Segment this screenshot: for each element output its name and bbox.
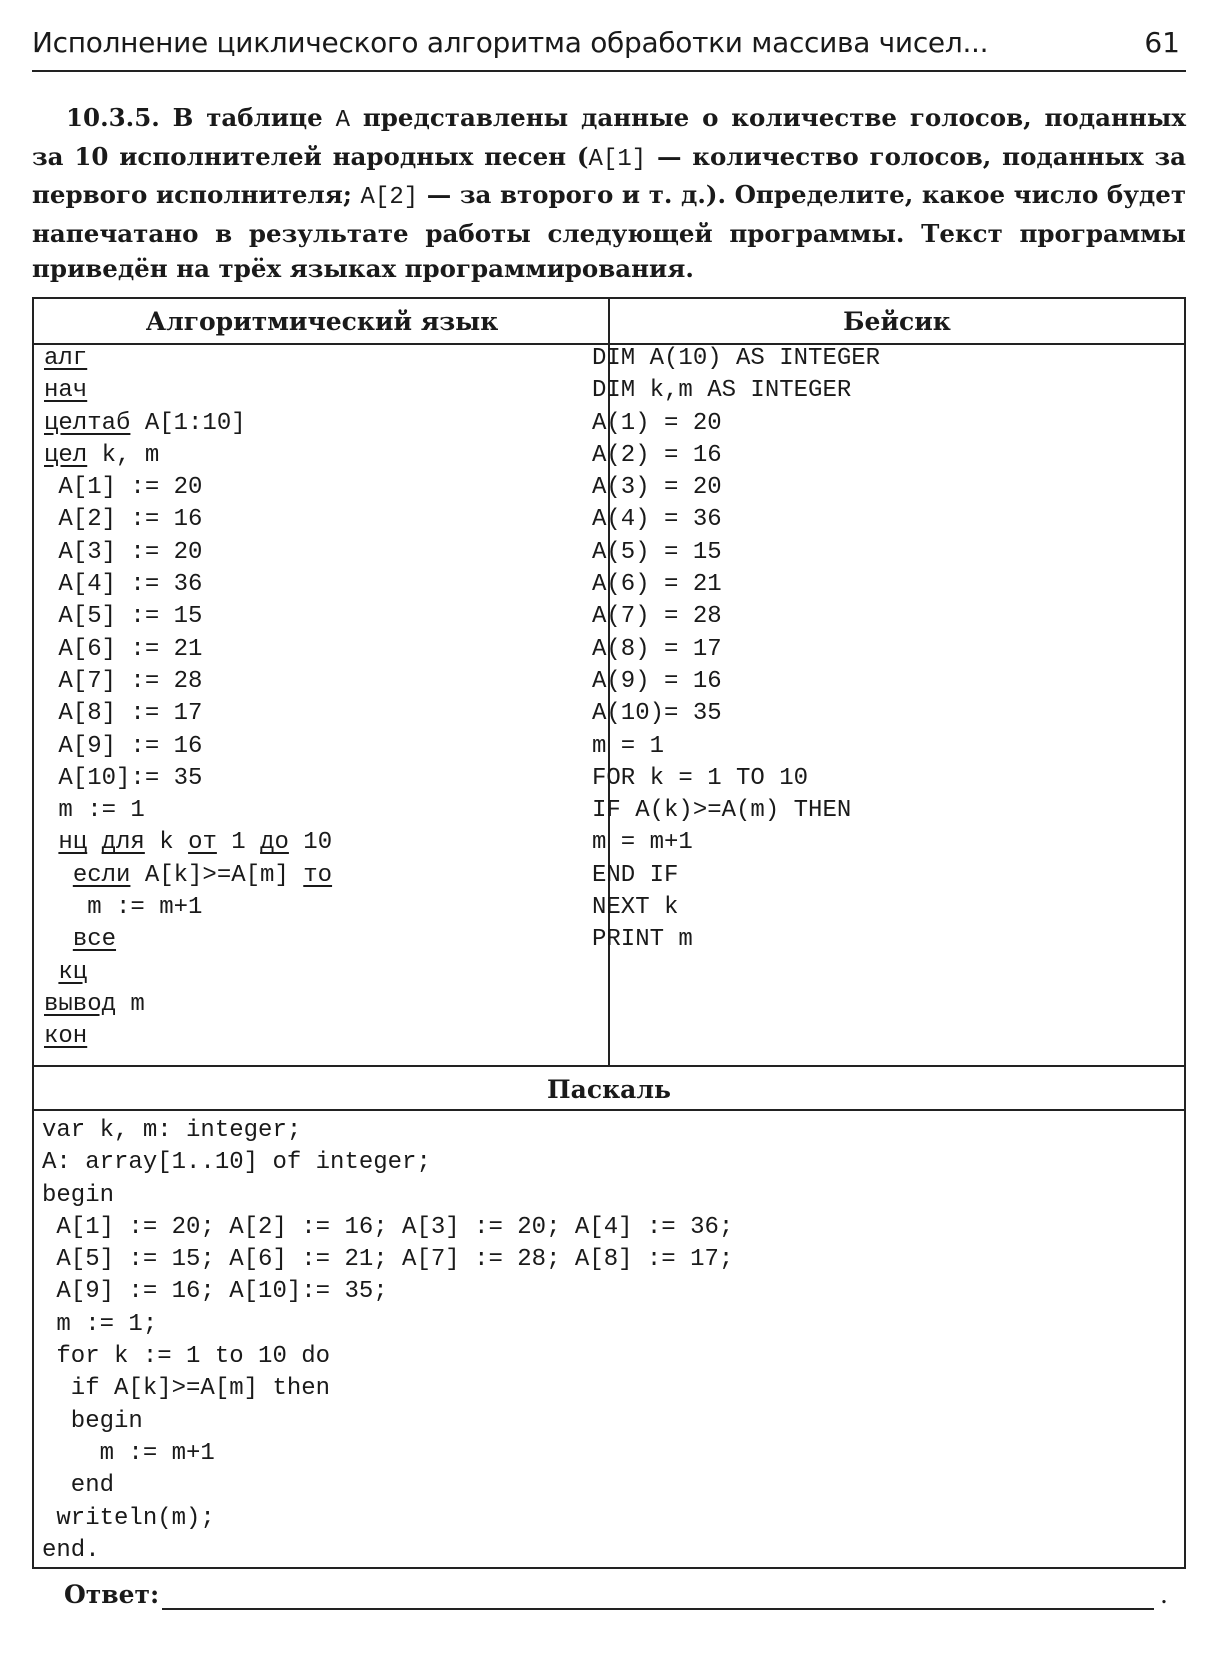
algo-code-text: k (144, 829, 189, 857)
pascal-code-line: if A[k]>=A[m] then (42, 1375, 331, 1403)
pascal-code-line: A[9] := 16; A[10]:= 35; (42, 1278, 388, 1306)
indent (44, 636, 58, 663)
algo-code-line (44, 375, 332, 407)
basic-code-line: IF A(k)>=A(m) THEN (592, 797, 852, 825)
basic-code-line: A(1) = 20 (592, 409, 722, 437)
program-table (32, 297, 1186, 1569)
basic-code-line: FOR k = 1 TO 10 (592, 764, 809, 792)
basic-code-line: A(7) = 28 (592, 603, 722, 631)
algo-code-line (44, 634, 332, 666)
algo-code-block (44, 343, 332, 1054)
algo-code-text: A[3] := 20 (58, 538, 203, 566)
algo-code-line (44, 731, 332, 763)
basic-code-line: DIM A(10) AS INTEGER (592, 345, 881, 372)
indent (44, 474, 58, 501)
algo-keyword: для (101, 829, 145, 857)
pascal-header: Паскаль (34, 1065, 1184, 1111)
algo-code-text: A[10]:= 35 (58, 764, 203, 792)
pascal-code-line: for k := 1 to 10 do (42, 1343, 331, 1371)
indent (44, 603, 58, 630)
indent (44, 926, 73, 953)
algo-keyword: алг (44, 345, 88, 372)
algo-keyword: цел (44, 441, 88, 469)
algo-code-text: A[k]>=A[m] (130, 861, 304, 889)
algo-keyword: от (188, 829, 217, 857)
algo-code-text: k, m (87, 441, 160, 469)
algo-keyword: все (72, 926, 117, 954)
basic-code-line: END IF (592, 861, 679, 889)
algo-code-text: A[6] := 21 (58, 635, 203, 663)
basic-code-line: m = m+1 (592, 829, 693, 857)
pascal-code-line: end (42, 1472, 115, 1500)
task-text-2: представлены данные о количестве голосов, поданных за 10 исполнителей народных песен ( (32, 103, 1187, 171)
algo-code-line (44, 408, 332, 440)
basic-code-line: NEXT k (592, 894, 679, 922)
task-var-a: A (335, 107, 350, 134)
running-title: Исполнение циклического алгоритма обработки массива чисел... (32, 26, 989, 59)
task-text-1: В таблице (172, 103, 323, 132)
task-statement (32, 100, 1186, 287)
basic-code-line: A(5) = 15 (592, 538, 722, 566)
algo-code-line (44, 924, 332, 956)
indent (44, 765, 58, 792)
basic-code-line: A(4) = 36 (592, 506, 722, 534)
algo-code-text: A[8] := 17 (58, 700, 203, 728)
algo-code-line (44, 569, 332, 601)
algo-code-text: 10 (288, 829, 333, 857)
pascal-code-line: m := 1; (42, 1310, 158, 1338)
algo-code-text: A[1] := 20 (58, 474, 203, 502)
answer-end-mark: . (1160, 1580, 1168, 1609)
pascal-code-block (42, 1115, 733, 1567)
pascal-code-line: m := m+1 (42, 1439, 215, 1467)
algo-code-text: A[5] := 15 (58, 603, 203, 631)
algo-code-text: A[9] := 16 (58, 732, 203, 760)
indent (44, 668, 58, 695)
indent (44, 733, 58, 760)
algo-code-line (44, 343, 332, 375)
algo-column-header: Алгоритмический язык (34, 299, 610, 345)
algo-code-line (44, 1021, 332, 1053)
task-number: 10.3.5. (66, 103, 160, 132)
algo-keyword: кон (44, 1023, 88, 1051)
algo-keyword: до (260, 829, 289, 857)
basic-code-line: PRINT m (592, 926, 693, 954)
pascal-code-line: A[1] := 20; A[2] := 16; A[3] := 20; A[4] := 36; (42, 1213, 734, 1241)
task-var-a1: A[1] (588, 145, 647, 173)
algo-code-text (87, 829, 101, 856)
basic-code-line: A(6) = 21 (592, 571, 722, 599)
algo-code-text: A[4] := 36 (58, 571, 203, 599)
algo-code-line (44, 795, 332, 827)
task-text-3: — количество голосов, поданных за первого исполнителя; (32, 141, 1186, 209)
task-text-4: — за второго и т. д.). Определите, какое число будет напечатано в результате работы следующей программы. Текст программы приведён на трёх языках программирования. (32, 180, 1187, 283)
pascal-code-line: begin (42, 1181, 115, 1209)
algo-code-text: m := 1 (58, 797, 145, 825)
answer-blank[interactable] (162, 1608, 1154, 1610)
indent (44, 894, 87, 921)
algo-code-text: A[7] := 28 (58, 667, 203, 695)
algo-keyword: нач (44, 377, 88, 405)
algo-keyword: кц (58, 958, 88, 986)
basic-code-block (592, 343, 880, 957)
answer-label: Ответ: (64, 1580, 160, 1609)
basic-code-line: A(3) = 20 (592, 474, 722, 502)
indent (44, 797, 58, 824)
algo-code-text: A[2] := 16 (58, 506, 203, 534)
algo-code-line (44, 504, 332, 536)
basic-code-line: DIM k,m AS INTEGER (592, 377, 852, 405)
indent (44, 506, 58, 533)
pascal-code-line: A: array[1..10] of integer; (42, 1149, 431, 1177)
pascal-code-line: end. (42, 1536, 100, 1564)
algo-code-line (44, 666, 332, 698)
indent (44, 571, 58, 598)
pascal-code-line: A[5] := 15; A[6] := 21; A[7] := 28; A[8] := 17; (42, 1246, 734, 1274)
indent (44, 700, 58, 727)
algo-keyword: нц (58, 829, 88, 857)
task-var-a2: A[2] (360, 184, 419, 211)
algo-keyword: если (72, 861, 131, 889)
algo-code-text: A[1:10] (130, 409, 246, 437)
indent (44, 862, 73, 889)
basic-code-line: A(10)= 35 (592, 700, 722, 728)
basic-code-line: m = 1 (592, 732, 665, 760)
page-header (32, 22, 1186, 72)
algo-code-line (44, 989, 332, 1021)
algo-code-line (44, 957, 332, 989)
algo-code-line (44, 763, 332, 795)
pascal-code-line: begin (42, 1407, 143, 1435)
pascal-code-line: writeln(m); (42, 1504, 215, 1532)
algo-code-line (44, 860, 332, 892)
algo-code-line (44, 472, 332, 504)
answer-row (64, 1578, 1168, 1618)
algo-keyword: вывод (44, 990, 117, 1018)
algo-code-line (44, 601, 332, 633)
algo-code-line (44, 440, 332, 472)
algo-code-line (44, 537, 332, 569)
algo-code-line (44, 698, 332, 730)
page-number: 61 (1144, 26, 1180, 59)
pascal-code-line: var k, m: integer; (42, 1117, 302, 1144)
algo-code-line (44, 892, 332, 924)
basic-code-line: A(9) = 16 (592, 667, 722, 695)
algo-code-text: m (116, 990, 145, 1018)
algo-keyword: то (303, 861, 333, 889)
algo-code-text: 1 (216, 829, 261, 857)
algo-code-line (44, 827, 332, 859)
basic-code-line: A(2) = 16 (592, 441, 722, 469)
indent (44, 539, 58, 566)
algo-code-text: m := m+1 (87, 894, 203, 922)
basic-code-line: A(8) = 17 (592, 635, 722, 663)
basic-column-header: Бейсик (610, 299, 1184, 345)
indent (44, 829, 58, 856)
algo-keyword: целтаб (44, 409, 131, 437)
indent (44, 959, 58, 986)
